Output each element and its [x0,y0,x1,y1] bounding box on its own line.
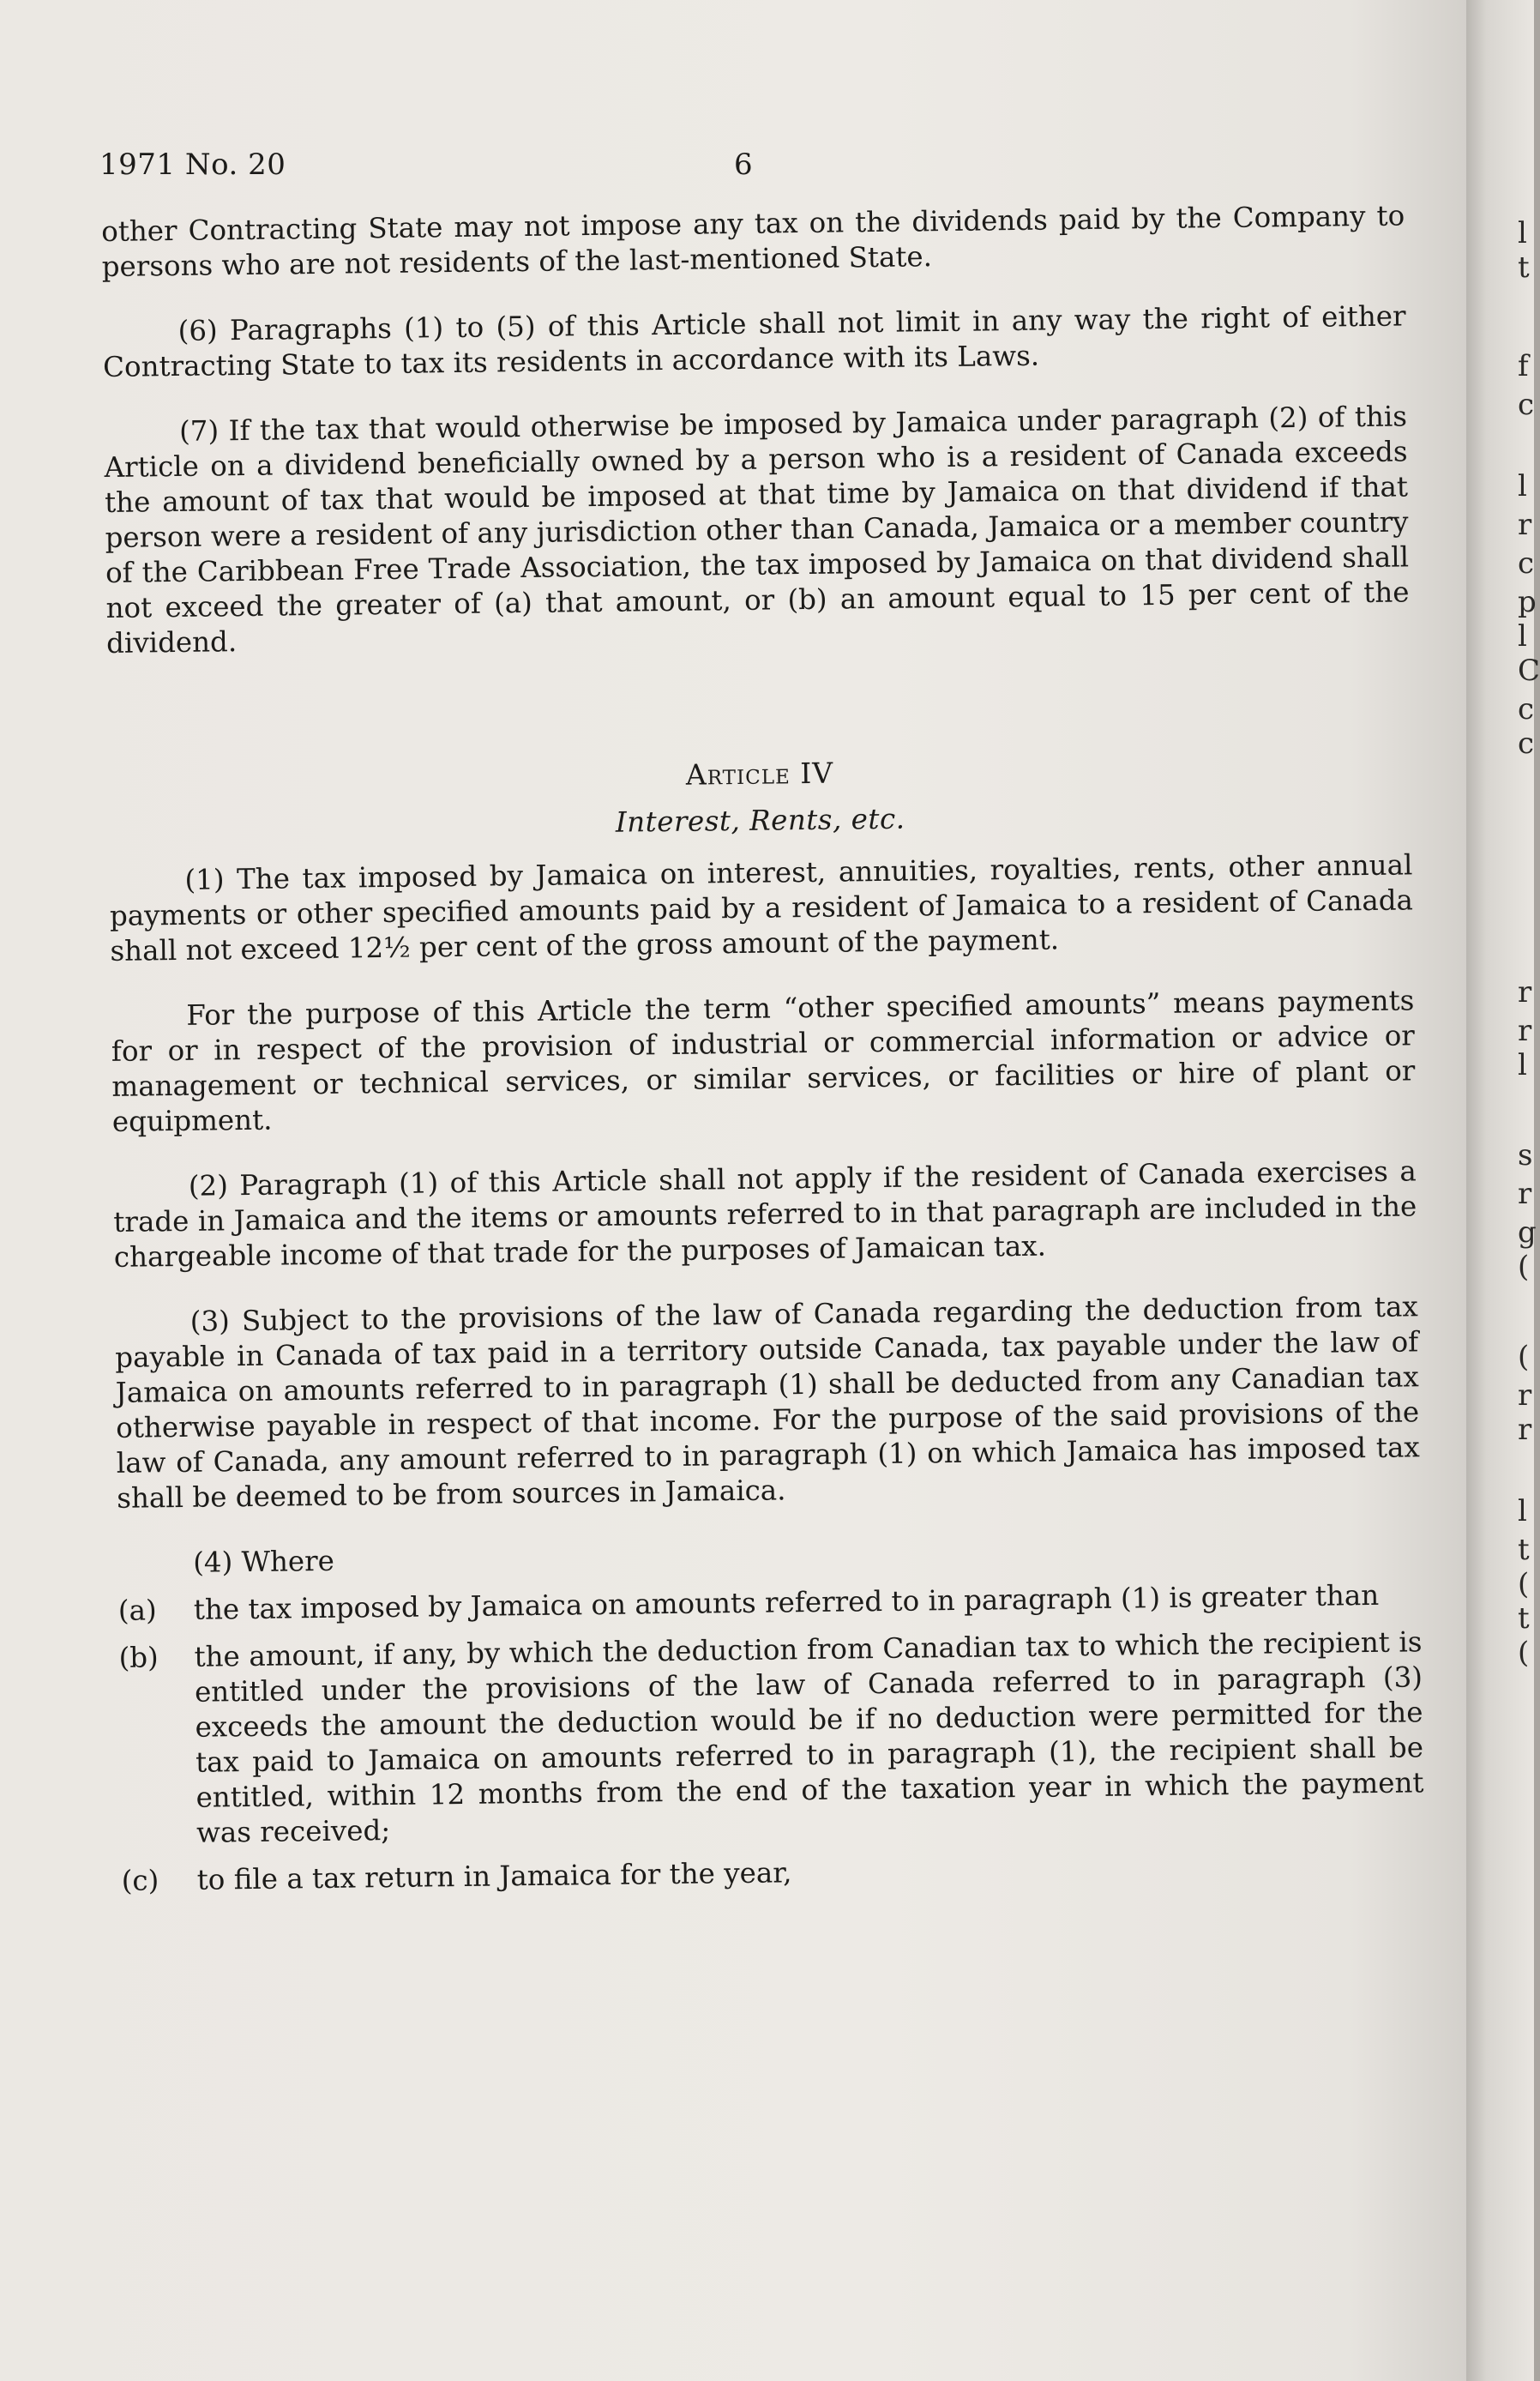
paragraph-7: (7) If the tax that would otherwise be imposed by Jamaica under paragraph (2) of this Article on a dividend beneficially owned by a person who is a resident of Canada exceeds the amount of tax that would be imposed at that time by Jamaica on that dividend if that person were a resident of any jurisdiction other than Canada, Jamaica or a member country of the Caribbean Free Trade Association, the tax imposed by Jamaica on that dividend shall not exceed the greater of (a) that amount, or (b) an amount equal to 15 per cent of the dividend. [104,400,1410,660]
edge-fragment: c [1518,692,1535,726]
list-item-text: to file a tax return in Jamaica for the year, [196,1856,792,1896]
edge-fragment: r [1518,1177,1532,1211]
edge-fragment: t [1518,1533,1530,1567]
edge-fragment: g [1518,1215,1537,1250]
edge-fragment: ( [1518,1340,1530,1374]
list-item-a [118,1577,1422,1629]
page-header-citation: 1971 No. 20 [99,148,286,182]
document-body [101,198,1425,1910]
edge-fragment: C [1518,654,1540,688]
edge-fragment: r [1518,508,1532,542]
list-item-text: the amount, if any, by which the deduction from Canadian tax to which the recipient is entitled under the provisions of the law of Canada referred to in paragraph (3) exceeds the amount the deduction would be if no deduction were permitted for the tax paid to Jamaica on amounts referred to in paragraph (1), the recipient shall be entitled, within 12 months from the end of the taxation year in which the payment was received; [194,1625,1424,1849]
edge-fragment: r [1518,975,1532,1010]
list-item-label: (a) [117,1594,157,1627]
list-item-label: (b) [118,1641,159,1674]
adjacent-page-edge [1466,0,1540,2381]
edge-fragment: l [1518,1494,1527,1528]
edge-fragment: l [1518,1048,1527,1082]
edge-fragment: l [1518,619,1527,654]
article-paragraph-4: (4) Where [192,1544,335,1579]
edge-fragment: c [1518,388,1535,422]
list-item-c [121,1848,1424,1899]
article-paragraph-2: (2) Paragraph (1) of this Article shall not apply if the resident of Canada exercises a trade in Jamaica and the items or amounts referred to in that paragraph are included in the chargeable income of that trade for the purposes of Jamaican tax. [113,1154,1417,1274]
article-subheading: Interest, Rents, etc. [615,802,905,839]
edge-fragment: t [1518,250,1530,285]
article-paragraph-1: (1) The tax imposed by Jamaica on interest, annuities, royalties, rents, other annual payments or other specified amounts paid by a resident of Jamaica to a resident of Canada shall not exceed 12½ per cent of the gross amount of the payment. [109,848,1414,967]
edge-fragment: ( [1518,1250,1530,1284]
edge-fragment: s [1518,1138,1533,1172]
list-item-b [118,1625,1424,1852]
definition-paragraph: For the purpose of this Article the term “other specified amounts” means payments for or in respect of the provision of industrial or commercial information or advice or management or technical services, or similar services, or facilities or hire of plant or equipment. [111,984,1416,1138]
edge-fragment: l [1518,216,1527,250]
edge-fragment: f [1518,349,1529,383]
list-item-text: the tax imposed by Jamaica on amounts referred to in paragraph (1) is greater than [193,1578,1380,1626]
edge-fragment: ( [1518,1636,1530,1670]
edge-fragment: l [1518,469,1527,503]
list-item-label: (c) [121,1864,159,1897]
paragraph-continuation: other Contracting State may not impose any tax on the dividends paid by the Company to persons who are not residents of the last-mentioned State. [101,199,1405,283]
edge-fragment: r [1518,1014,1532,1048]
edge-fragment: t [1518,1601,1530,1636]
edge-fragment: r [1518,1413,1532,1447]
edge-fragment: r [1518,1378,1532,1413]
article-heading: Article IV [685,756,834,792]
article-paragraph-3: (3) Subject to the provisions of the law of Canada regarding the deduction from tax payable in Canada of tax paid in a territory outside Canada, tax payable under the law of Jamaica on amounts referred to in paragraph (1) shall be deducted from any Canadian tax otherwise payable in respect of that income. For the purpose of the said provisions of the law of Canada, any amount referred to in paragraph (1) on which Jamaica has imposed tax shall be deemed to be from sources in Jamaica. [115,1290,1420,1515]
edge-fragment: c [1518,546,1535,581]
edge-fragment: c [1518,726,1535,761]
edge-fragment: ( [1518,1567,1530,1601]
edge-fragment: p [1518,585,1537,619]
paragraph-6: (6) Paragraphs (1) to (5) of this Article shall not limit in any way the right of either Contracting State to tax its residents in accordance with its Laws. [102,299,1406,383]
page-number: 6 [734,148,753,182]
